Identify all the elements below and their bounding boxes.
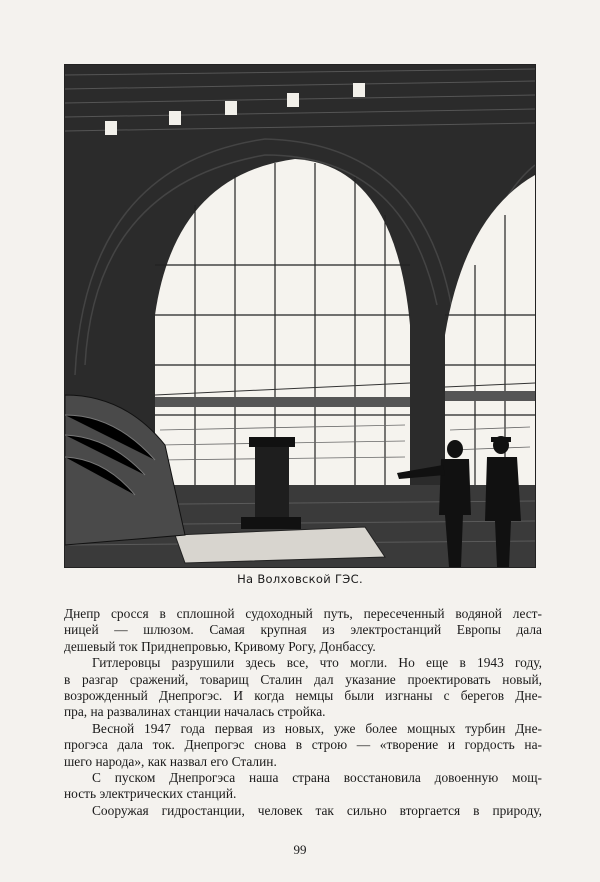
text-line: ность электрических станций. [64,786,237,802]
text-line: Весной 1947 года первая из новых, уже более мощных турбин Дне- [92,720,542,736]
paragraph-2 [64,655,542,721]
text-line: ницей — шлюзом. Самая крупная из электростанций Европы дала [64,622,542,638]
text-line: возрожденный Днепрогэс. И когда немцы были изгнаны с берегов Дне- [64,688,542,704]
text-line: прогэса дала ток. Днепрогэс снова в строю — «творение и гордость на- [64,737,542,753]
page-number: 99 [293,842,307,857]
power-station-hall-drawing [65,65,535,567]
paragraph-3 [64,721,542,770]
text-line: Сооружая гидростанции, человек так сильно вторгается в природу, [92,802,542,818]
text-line: дешевый ток Приднепровью, Кривому Рогу, Донбассу. [64,638,376,654]
paragraph-4 [64,770,542,803]
text-line: С пуском Днепрогэса наша страна восстановила довоенную мощ- [92,770,542,786]
text-line: шего народа», как назвал его Сталин. [64,753,277,769]
illustration [64,64,536,568]
body-text [64,606,542,819]
paragraph-5 [64,803,542,819]
text-line: Гитлеровцы разрушили здесь все, что могли. Но еще в 1943 году, [92,655,542,671]
text-line: пра, на развалинах станции началась стройка. [64,704,326,720]
paragraph-1 [64,606,542,655]
illustration-caption: На Волховской ГЭС. [237,572,363,586]
text-line: Днепр сросся в сплошной судоходный путь, пересеченный водяной лест- [64,606,542,621]
text-line: в разгар сражений, товарищ Сталин дал указание проектировать новый, [64,671,542,687]
